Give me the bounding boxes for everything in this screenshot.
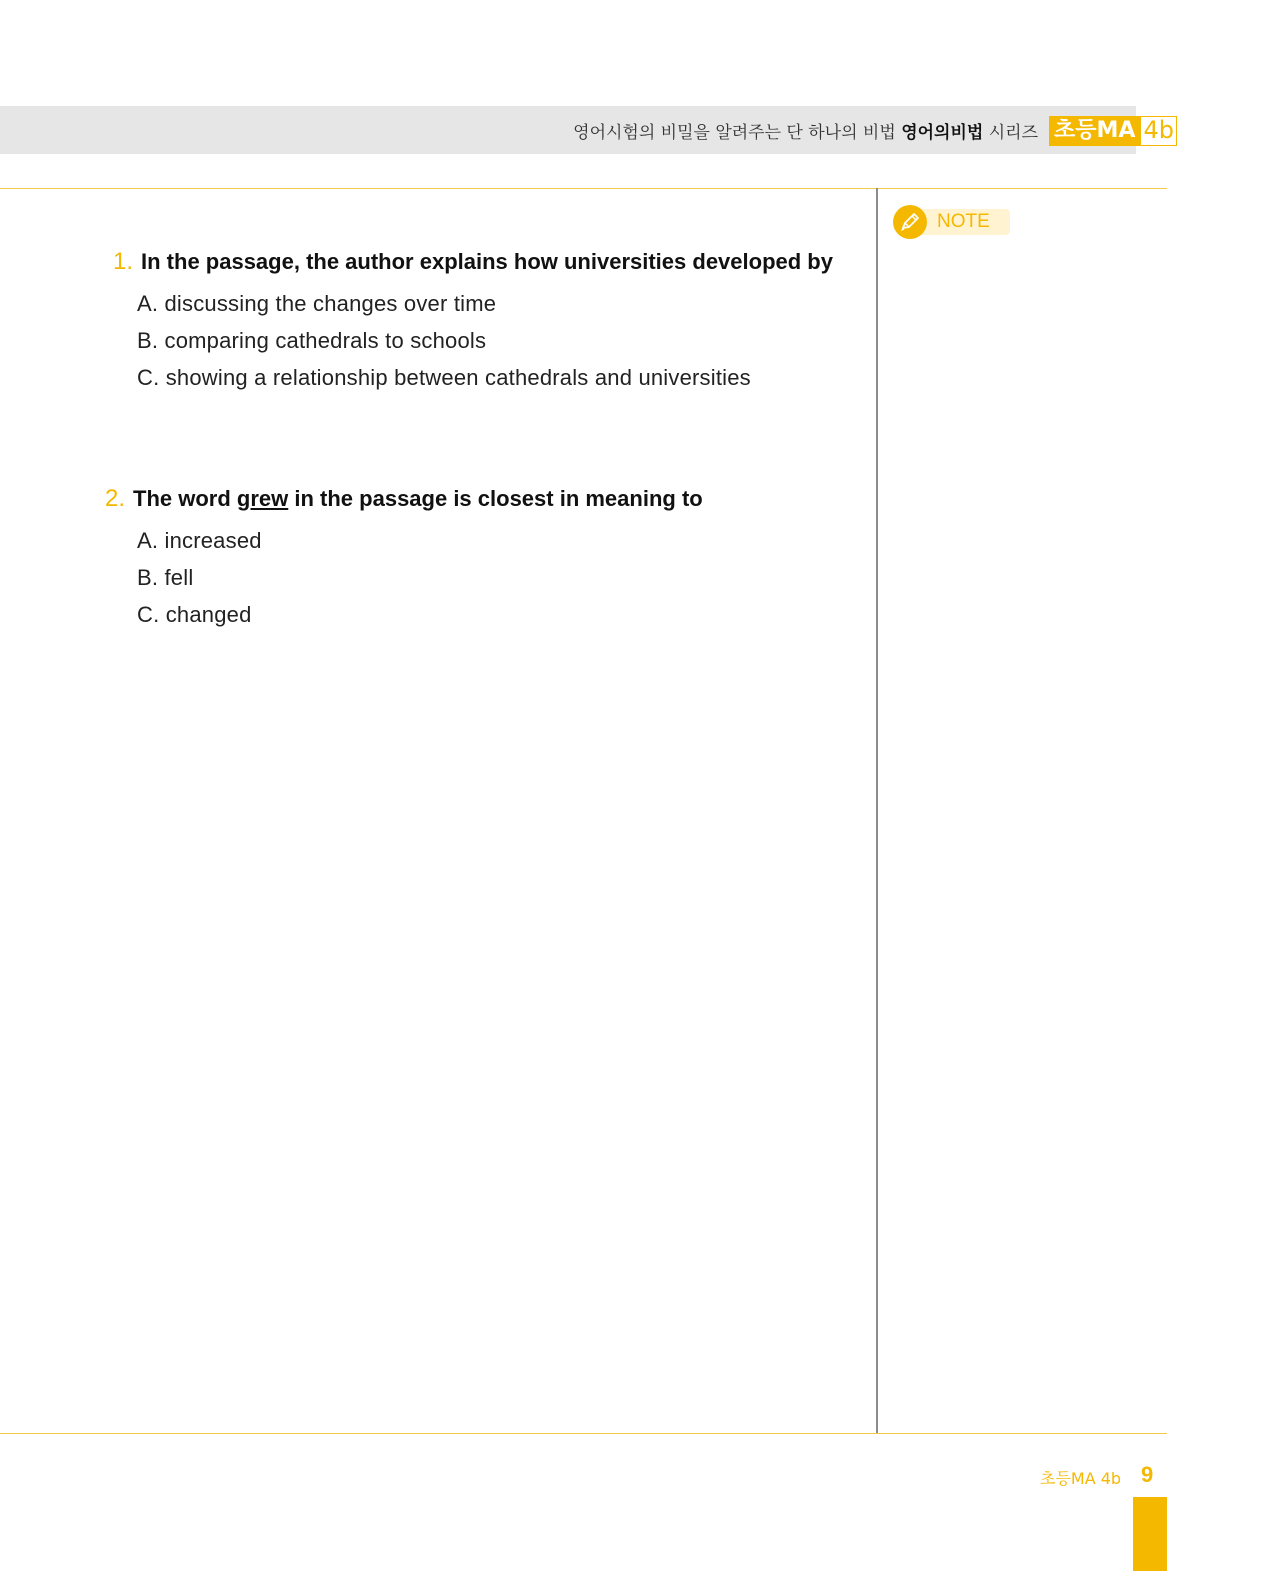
question-1-text: In the passage, the author explains how universities developed by <box>141 249 833 274</box>
question-1-option-a: A. discussing the changes over time <box>137 291 497 316</box>
column-divider <box>876 188 878 1434</box>
header-series-suffix: 시리즈 <box>988 123 1038 143</box>
question-2-option-c: C. changed <box>137 602 252 627</box>
note-label: NOTE <box>921 209 1010 235</box>
question-2-text-after: in the passage is closest in meaning to <box>288 486 703 511</box>
note-header <box>893 205 1010 239</box>
question-2-underlined-word: grew <box>236 486 289 511</box>
question-2-text-before: The word <box>133 486 237 511</box>
question-2-option-a: A. increased <box>137 528 262 553</box>
page-edge-tab <box>1133 1497 1167 1571</box>
question-2-number: 2. <box>105 485 126 512</box>
top-rule <box>0 188 1167 189</box>
question-2-option-b: B. fell <box>137 565 194 590</box>
brand-name: 초등MA <box>1049 116 1140 146</box>
bottom-rule <box>0 1433 1167 1434</box>
question-1-option-c: C. showing a relationship between cathedrals and universities <box>137 365 751 390</box>
question-1-option-b: B. comparing cathedrals to schools <box>137 328 487 353</box>
header-series-name: 영어의비법 <box>901 123 984 143</box>
brand-logo <box>1049 116 1177 146</box>
header-tagline <box>573 118 1038 143</box>
pencil-icon <box>893 205 927 239</box>
brand-volume: 4b <box>1140 116 1177 146</box>
page-number: 9 <box>1141 1462 1154 1487</box>
question-1-number: 1. <box>113 248 134 275</box>
question-1 <box>113 248 833 276</box>
question-2 <box>105 485 703 513</box>
footer-brand: 초등MA 4b <box>1040 1469 1122 1488</box>
header-tagline-text: 영어시험의 비밀을 알려주는 단 하나의 비법 <box>573 123 896 143</box>
